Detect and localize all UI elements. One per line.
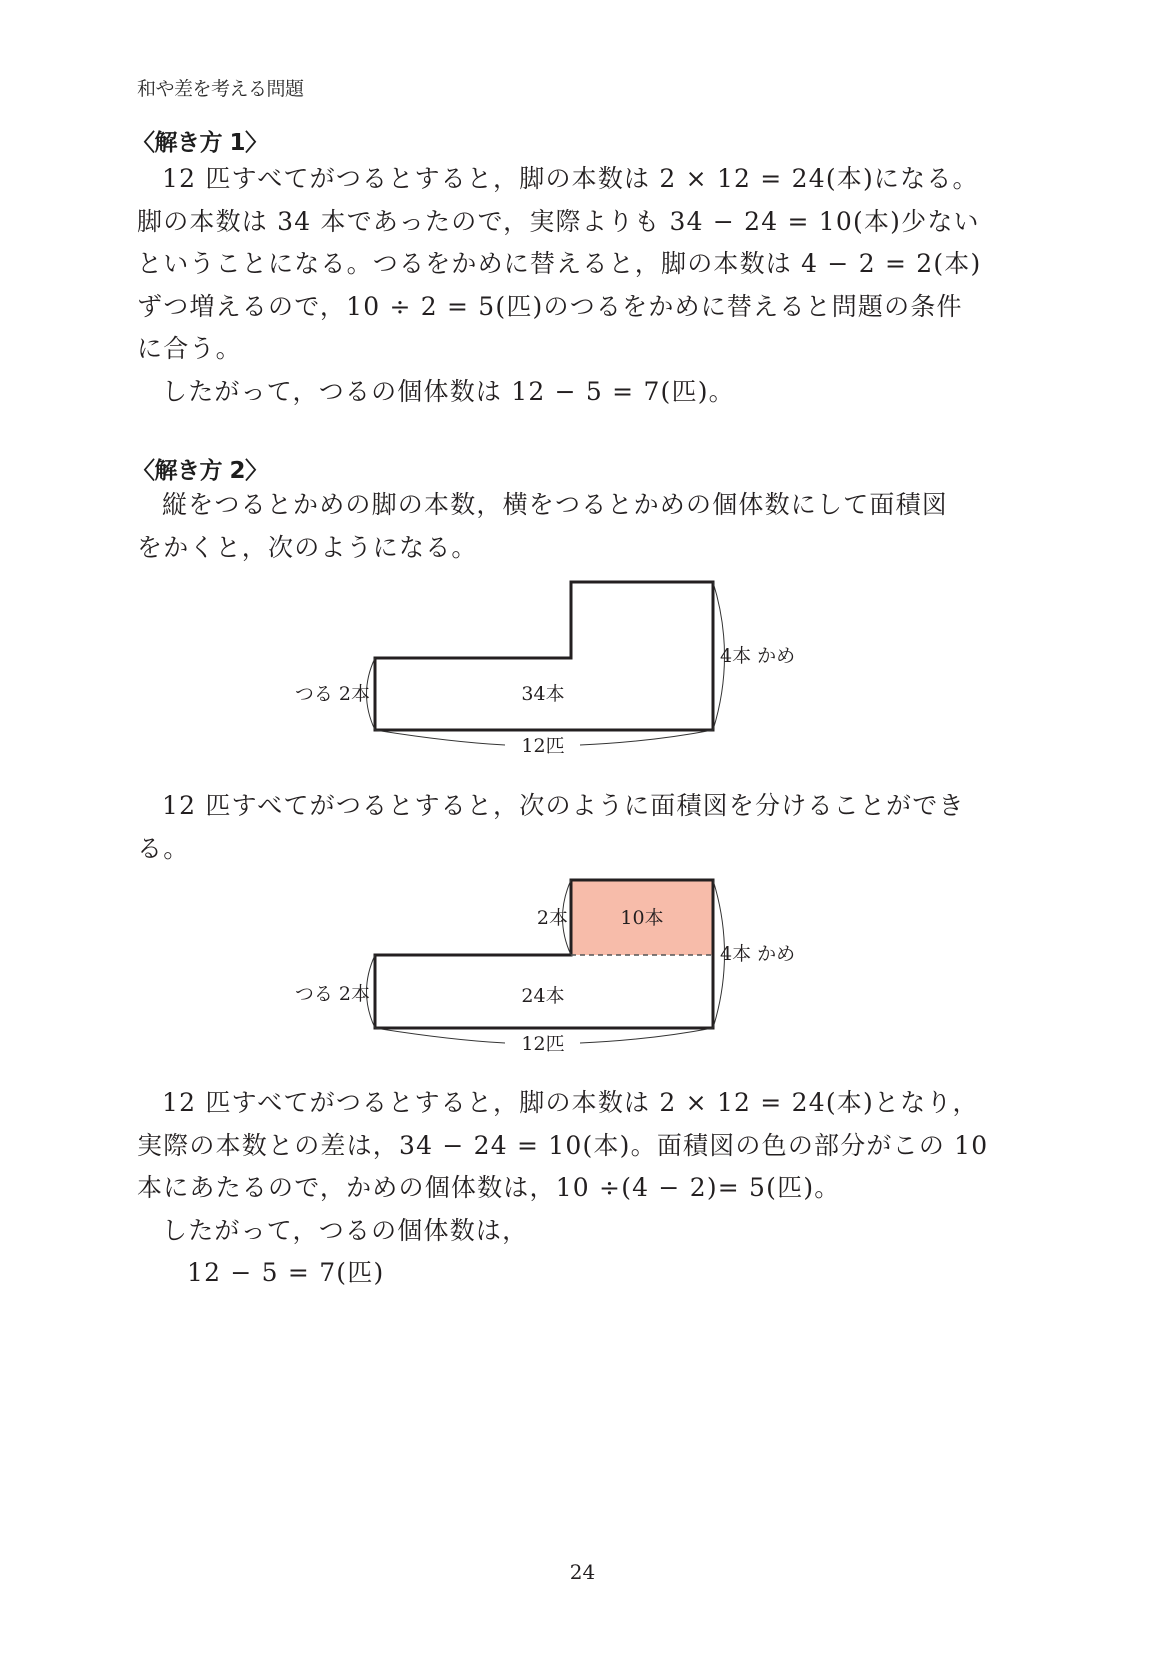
area-label: 34本 [521, 683, 565, 705]
area-label: 24本 [521, 985, 565, 1007]
method1-body [137, 158, 1007, 413]
method2-heading: 〈解き方 2〉 [132, 458, 268, 484]
left-label: つる 2本 [294, 683, 370, 705]
method2-closing-line: 実際の本数との差は，34 − 24 = 10(本)。面積図の色の部分がこの 10 [137, 1130, 989, 1160]
right-label: 4本 かめ [720, 645, 796, 667]
bottom-label: 12匹 [521, 1033, 565, 1055]
method2-intro-line: 縦をつるとかめの脚の本数，横をつるとかめの個体数にして面積図 [162, 490, 949, 519]
method2-intro [137, 484, 1007, 569]
method1-line: 脚の本数は 34 本であったので，実際よりも 34 − 24 = 10(本)少ない [137, 206, 980, 236]
running-header: 和や差を考える問題 [137, 78, 304, 100]
method1-heading: 〈解き方 1〉 [132, 130, 268, 156]
method2-closing-line: 12 匹すべてがつるとすると，脚の本数は 2 × 12 = 24(本)となり， [162, 1088, 979, 1117]
method2-closing-line: したがって，つるの個体数は， [162, 1215, 529, 1245]
right-label: 4本 かめ [720, 943, 796, 965]
method2-final-equation: 12 − 5 = 7(匹) [187, 1258, 385, 1287]
area-shape [375, 582, 713, 730]
method2-middle-line: 12 匹すべてがつるとすると，次のように面積図を分けることができ [162, 791, 965, 820]
method1-line: 12 匹すべてがつるとすると，脚の本数は 2 × 12 = 24(本)になる。 [162, 164, 979, 193]
page-number: 24 [569, 1560, 596, 1584]
method2-middle [137, 785, 1007, 870]
method2-closing-line: 本にあたるので，かめの個体数は，10 ÷(4 − 2)= 5(匹)。 [137, 1173, 841, 1202]
method1-line: ずつ増えるので，10 ÷ 2 = 5(匹)のつるをかめに替えると問題の条件 [137, 291, 963, 321]
area-diagram-2 [280, 870, 840, 1070]
bottom-label: 12匹 [521, 735, 565, 757]
highlight-label: 10本 [620, 907, 664, 929]
left-label: つる 2本 [294, 983, 370, 1005]
method2-intro-line: をかくと，次のようになる。 [137, 532, 478, 562]
step-label: 2本 [536, 907, 568, 929]
method1-conclusion: したがって，つるの個体数は 12 − 5 = 7(匹)。 [162, 376, 735, 406]
method1-line: ということになる。つるをかめに替えると，脚の本数は 4 − 2 = 2(本) [137, 249, 982, 278]
method2-middle-line: る。 [137, 833, 190, 863]
method2-closing [137, 1082, 1007, 1295]
area-diagram-1 [280, 570, 840, 770]
method1-line: に合う。 [137, 334, 242, 363]
